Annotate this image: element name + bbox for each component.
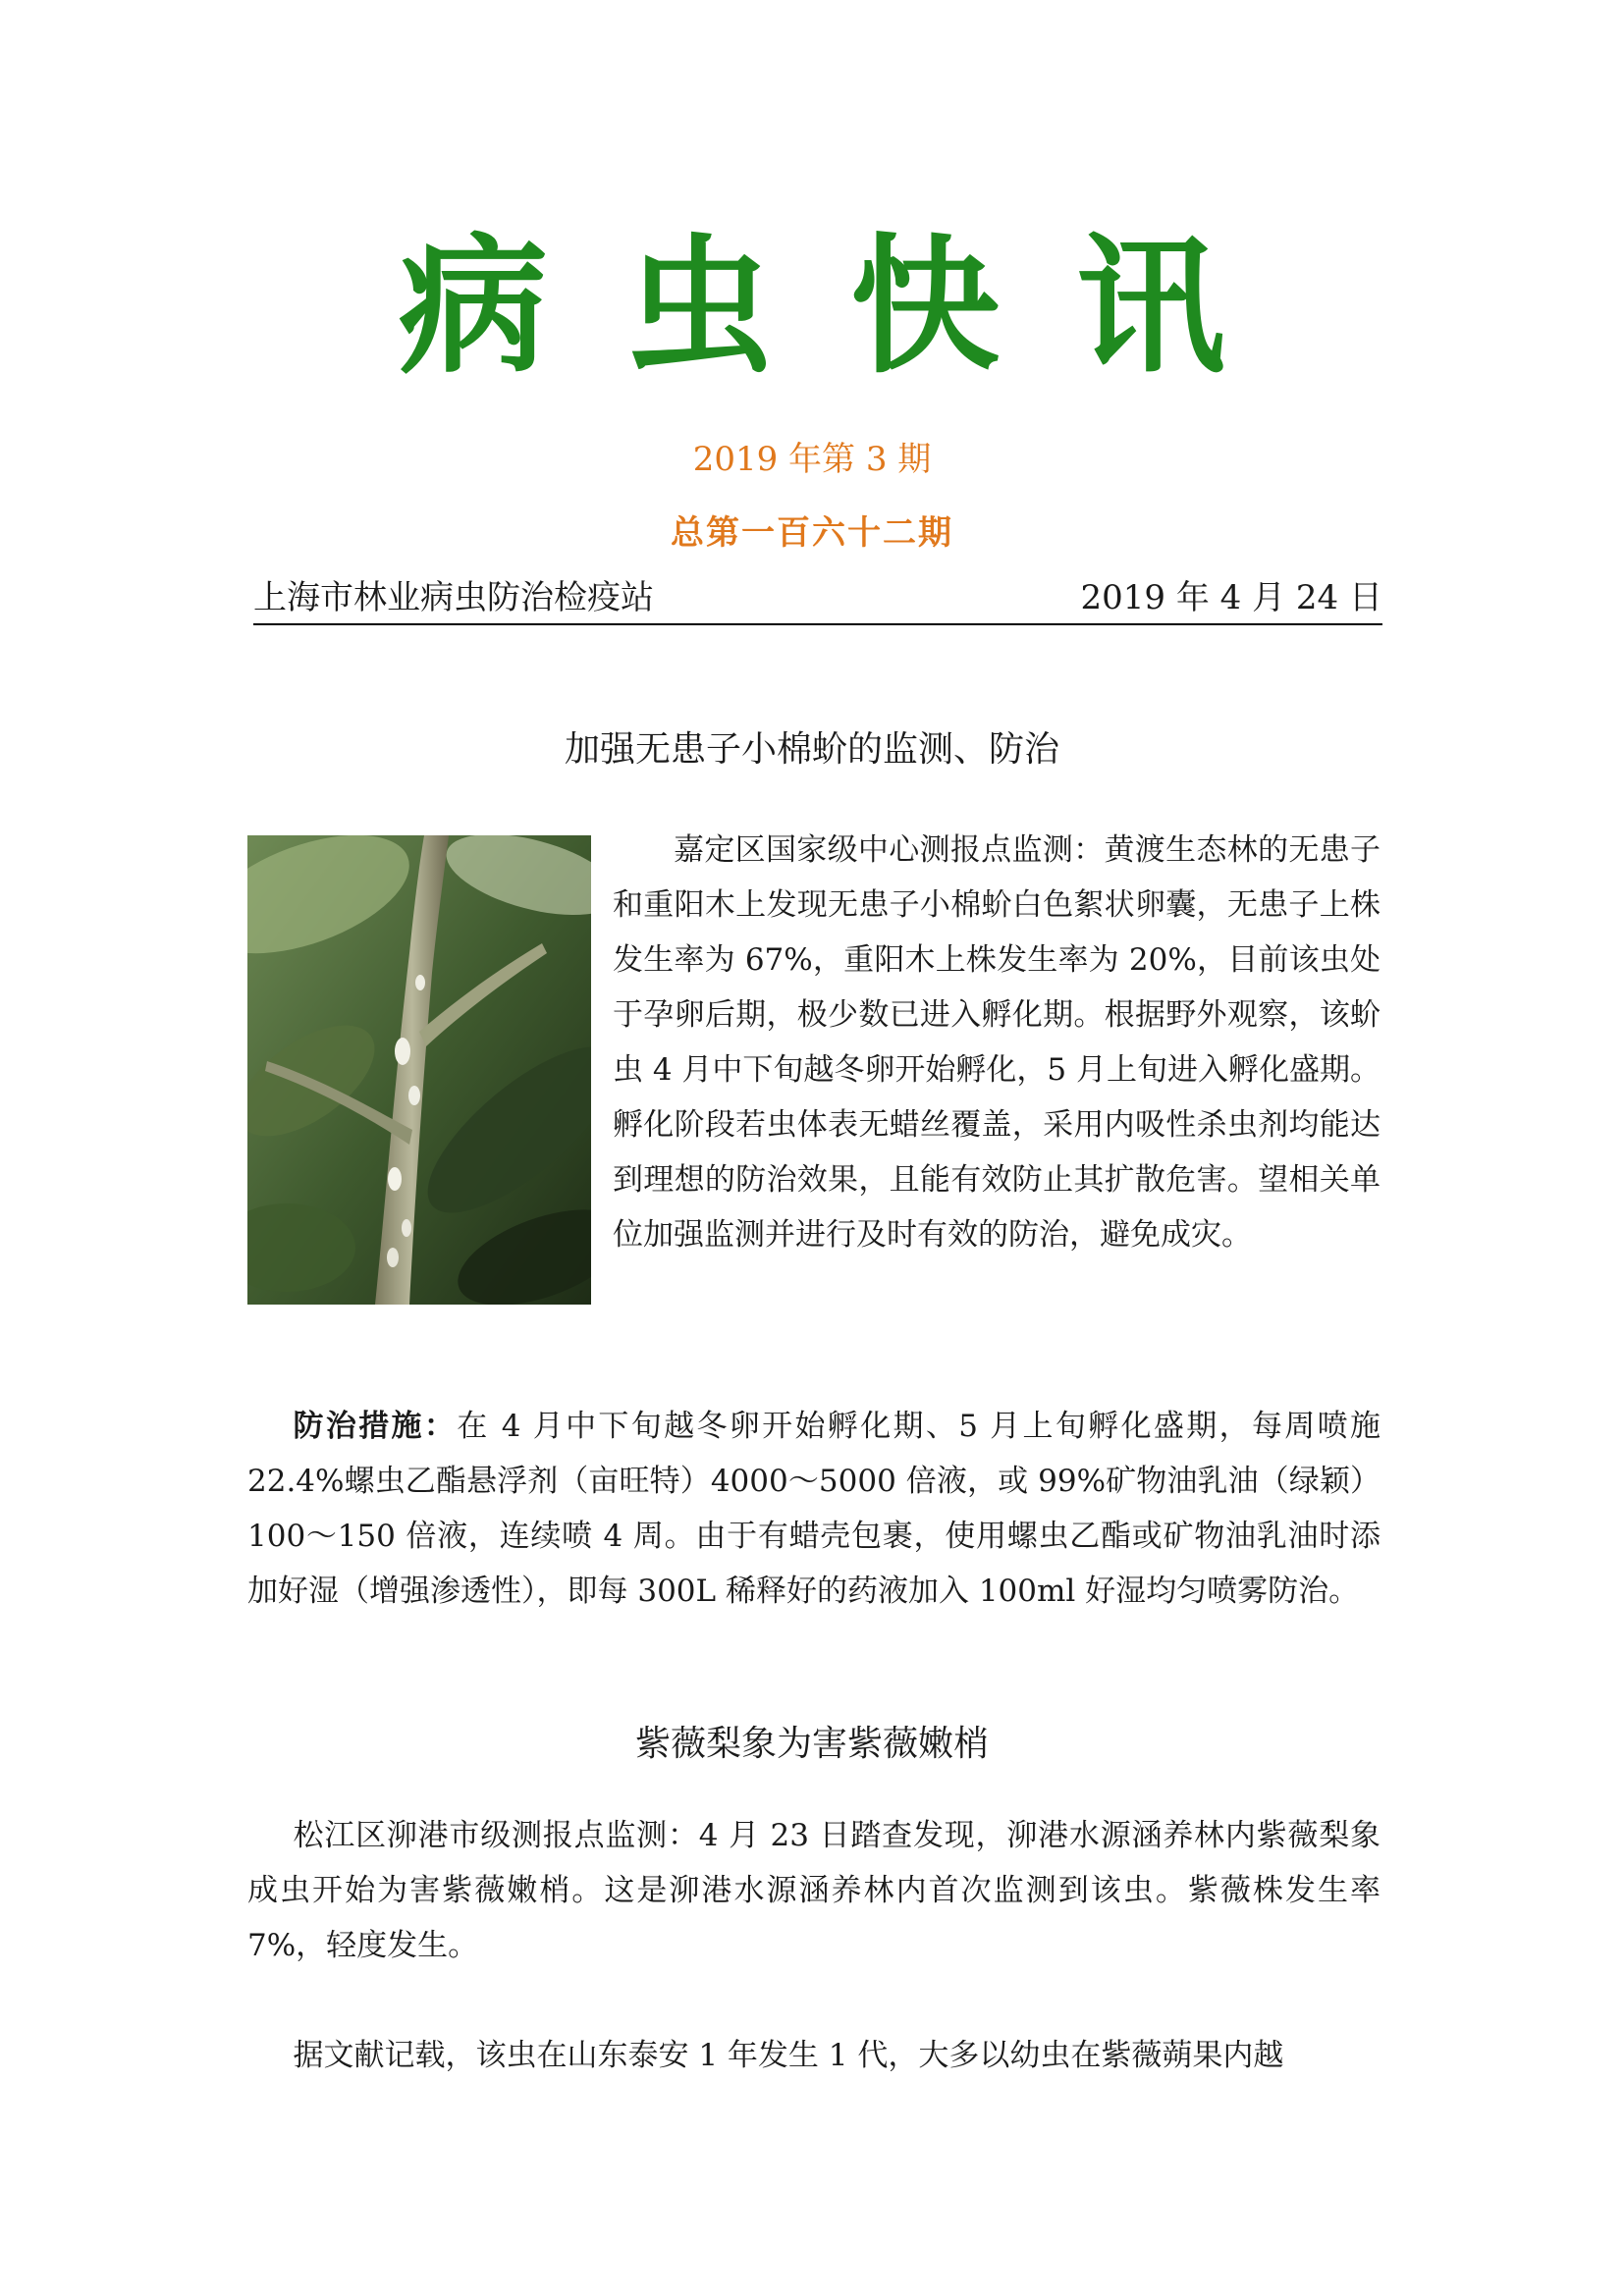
article2-paragraph2: 据文献记载，该虫在山东泰安 1 年发生 1 代，大多以幼虫在紫薇蒴果内越 [293,2038,1284,2073]
issue-number: 2019 年第 3 期 [692,440,932,479]
article1-paragraph1: 嘉定区国家级中心测报点监测：黄渡生态林的无患子和重阳木上发现无患子小棉蚧白色絮状卵囊，无患子上株发生率为 67%，重阳木上株发生率为 20%，目前该虫处于孕卵后期，极少数已进入孵化期。根据野外观察，该蚧虫 4 月中下旬越冬卵开始孵化，5 月上旬进入孵化盛期。孵化阶段若虫体表无蜡丝覆盖，采用内吸性杀虫剂均能达到理想的防治效果，且能有效防止其扩散危害。望相关单位加强监测并进行及时有效的防治，避免成灾。 [613,832,1381,1253]
article1-paragraph1-block [247,823,1380,1313]
article2-title: 紫薇梨象为害紫薇嫩梢 [634,1724,989,1764]
publish-date: 2019 年 4 月 24 日 [1080,578,1382,617]
article1-title: 加强无患子小棉蚧的监测、防治 [564,729,1059,770]
organization-name: 上海市林业病虫防治检疫站 [253,578,654,617]
photo-spacer [247,823,613,1313]
total-issue-number: 总第一百六十二期 [671,513,953,553]
article1-measures [247,1399,1380,1619]
measures-text: 在 4 月中下旬越冬卵开始孵化期、5 月上旬孵化盛期，每周喷施 22.4%螺虫乙酯悬浮剂（亩旺特）4000～5000 倍液，或 99%矿物油乳油（绿颖）100～150 倍液，连续喷 4 周。由于有蜡壳包裹，使用螺虫乙酯或矿物油乳油时添加好湿（增强渗透性），即每 300L 稀释好的药液加入 100ml 好湿均匀喷雾防治。 [247,1409,1380,1609]
publisher-line [253,574,1382,625]
article2-paragraph1: 松江区泖港市级测报点监测：4 月 23 日踏查发现，泖港水源涵养林内紫薇梨象成虫开始为害紫薇嫩梢。这是泖港水源涵养林内首次监测到该虫。紫薇株发生率 7%，轻度发生。 [247,1818,1380,1963]
masthead-title: 病虫快讯 [399,218,1302,394]
measures-label: 防治措施： [293,1409,458,1444]
